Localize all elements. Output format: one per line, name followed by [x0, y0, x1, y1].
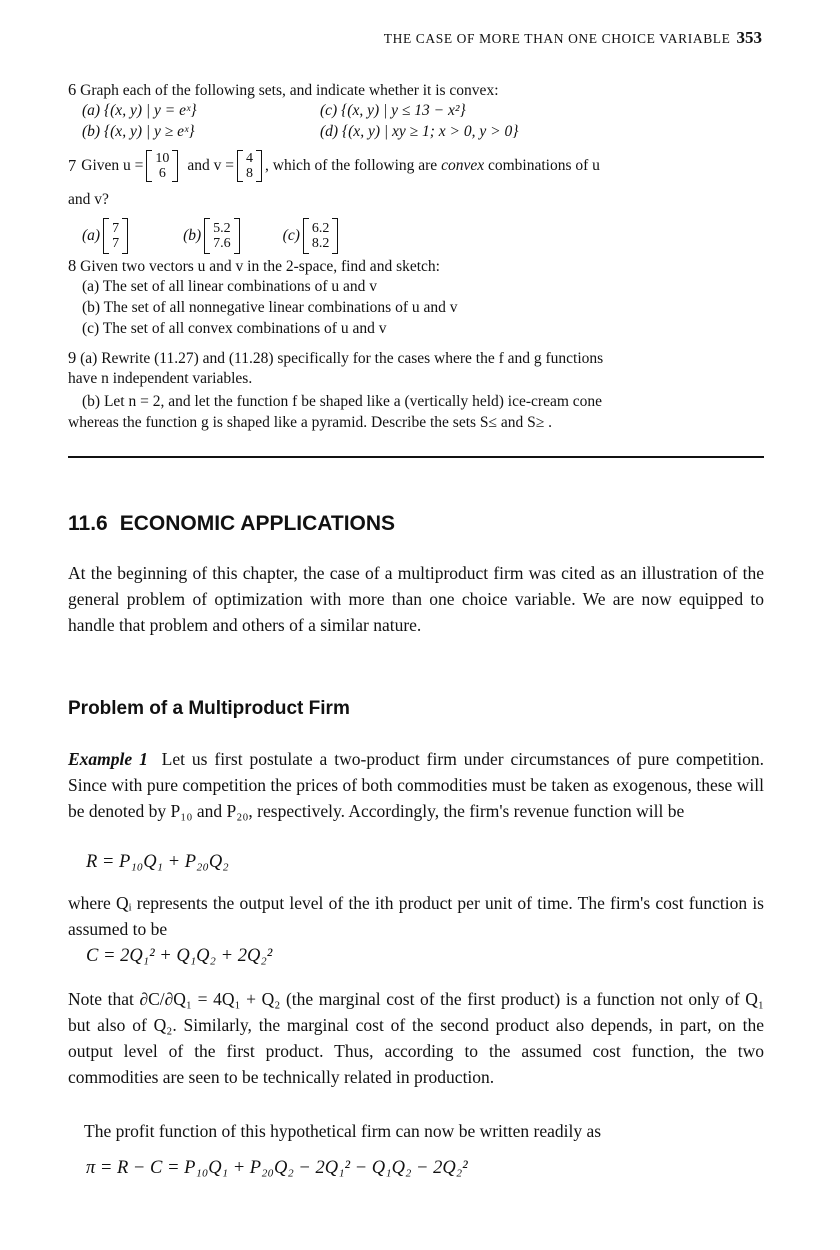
option-vector	[103, 218, 128, 254]
option-label: (c)	[282, 227, 300, 244]
vector-u	[146, 150, 178, 182]
vector-entry: 5.2	[213, 221, 231, 236]
and-v-text: and v =	[187, 157, 234, 174]
option-vector	[204, 218, 240, 254]
revenue-equation: R = P₁₀Q₁ + P₂₀Q₂	[86, 852, 229, 872]
marginal-cost-paragraph: Note that ∂C/∂Q₁ = 4Q₁ + Q₂ (the marginal cost of the first product) is a function not only of Q₁ but also of Q₂. Similarly, the marginal cost of the second product also depends, in part, on the output level of the first product. Thus, according to the assumed cost function, the two commodities are seen to be technically related in production.	[68, 989, 764, 1087]
example-1-paragraph	[68, 746, 764, 824]
exercise-9-part-b-line2: whereas the function g is shaped like a pyramid. Describe the sets S≤ and S≥ .	[68, 414, 553, 431]
exercise-number: 6	[68, 80, 77, 99]
vector-entry: 7	[112, 221, 120, 236]
vector-entry: 8.2	[311, 236, 330, 251]
example-label: Example 1	[68, 749, 148, 769]
option-label: (b)	[183, 227, 202, 244]
question-post: combinations of u	[484, 157, 600, 174]
option-vector	[303, 218, 339, 254]
exercise-6-part-a: (a) {(x, y) | y = eˣ}	[82, 102, 197, 119]
exercise-number: 7	[68, 156, 77, 175]
vector-entry: 7	[112, 236, 120, 251]
vector-entry: 8	[246, 166, 253, 181]
vector-entry: 4	[246, 151, 253, 166]
exercise-8-part-c: (c) The set of all convex combinations of u and v	[82, 320, 387, 337]
section-divider	[68, 456, 764, 458]
section-intro-paragraph: At the beginning of this chapter, the case of a multiproduct firm was cited as an illustration of the general problem of optimization with more than one choice variable. We are now equipped to handle that problem and others of a similar nature.	[68, 563, 764, 635]
exercise-7	[68, 150, 600, 182]
section-title: ECONOMIC APPLICATIONS	[119, 512, 396, 535]
section-number: 11.6	[68, 512, 108, 535]
profit-intro-paragraph: The profit function of this hypothetical firm can now be written readily as	[84, 1121, 602, 1141]
section-heading	[68, 512, 395, 536]
vector-entry: 10	[155, 151, 170, 166]
example-text: Let us first postulate a two-product firm under circumstances of pure competition. Since with pure competition the prices of both commodities must be taken as exogenous, these will be denoted by P₁₀ and P₂₀, respectively. Accordingly, the firm's revenue function will be	[68, 749, 764, 821]
running-title: THE CASE OF MORE THAN ONE CHOICE VARIABLE	[383, 31, 731, 46]
vector-v	[237, 150, 262, 182]
exercise-6-part-c: (c) {(x, y) | y ≤ 13 − x²}	[320, 102, 466, 119]
exercise-9-part-a-line2: have n independent variables.	[68, 370, 253, 387]
exercise-8-part-a: (a) The set of all linear combinations of u and v	[82, 278, 377, 295]
exercise-7-line2: and v?	[68, 191, 109, 208]
running-head	[384, 28, 762, 48]
vector-entry: 7.6	[213, 236, 231, 251]
option-label: (a)	[82, 227, 101, 244]
subsection-title: Problem of a Multiproduct Firm	[68, 698, 350, 719]
vector-entry: 6.2	[311, 221, 330, 236]
exercise-8	[68, 256, 440, 277]
exercise-6	[68, 80, 499, 101]
page-number: 353	[736, 28, 762, 47]
exercise-9-part-b-line1: (b) Let n = 2, and let the function f be shaped like a (vertically held) ice-cream cone	[82, 393, 603, 410]
given-u-text: Given u =	[81, 157, 144, 174]
exercise-prompt: Graph each of the following sets, and indicate whether it is convex:	[80, 82, 499, 99]
exercise-prompt: Given two vectors u and v in the 2-space, find and sketch:	[80, 258, 440, 275]
exercise-number: 8	[68, 256, 77, 275]
cost-intro-paragraph: where Qᵢ represents the output level of the ith product per unit of time. The firm's cost function is assumed to be	[68, 893, 764, 939]
profit-equation: π = R − C = P₁₀Q₁ + P₂₀Q₂ − 2Q₁² − Q₁Q₂ − 2Q₂²	[86, 1158, 468, 1178]
question-emphasis: convex	[441, 157, 485, 174]
exercise-8-part-b: (b) The set of all nonnegative linear combinations of u and v	[82, 299, 458, 316]
vector-entry: 6	[158, 166, 166, 181]
exercise-6-part-d: (d) {(x, y) | xy ≥ 1; x > 0, y > 0}	[320, 123, 519, 140]
exercise-7-options	[82, 218, 341, 254]
exercise-9	[68, 348, 764, 369]
cost-equation: C = 2Q₁² + Q₁Q₂ + 2Q₂²	[86, 946, 273, 966]
exercise-9-part-a-line1: (a) Rewrite (11.27) and (11.28) specifically for the cases where the f and g functions	[80, 350, 604, 367]
exercise-number: 9	[68, 348, 77, 367]
question-pre: , which of the following are	[265, 157, 442, 174]
exercise-6-part-b: (b) {(x, y) | y ≥ eˣ}	[82, 123, 195, 140]
